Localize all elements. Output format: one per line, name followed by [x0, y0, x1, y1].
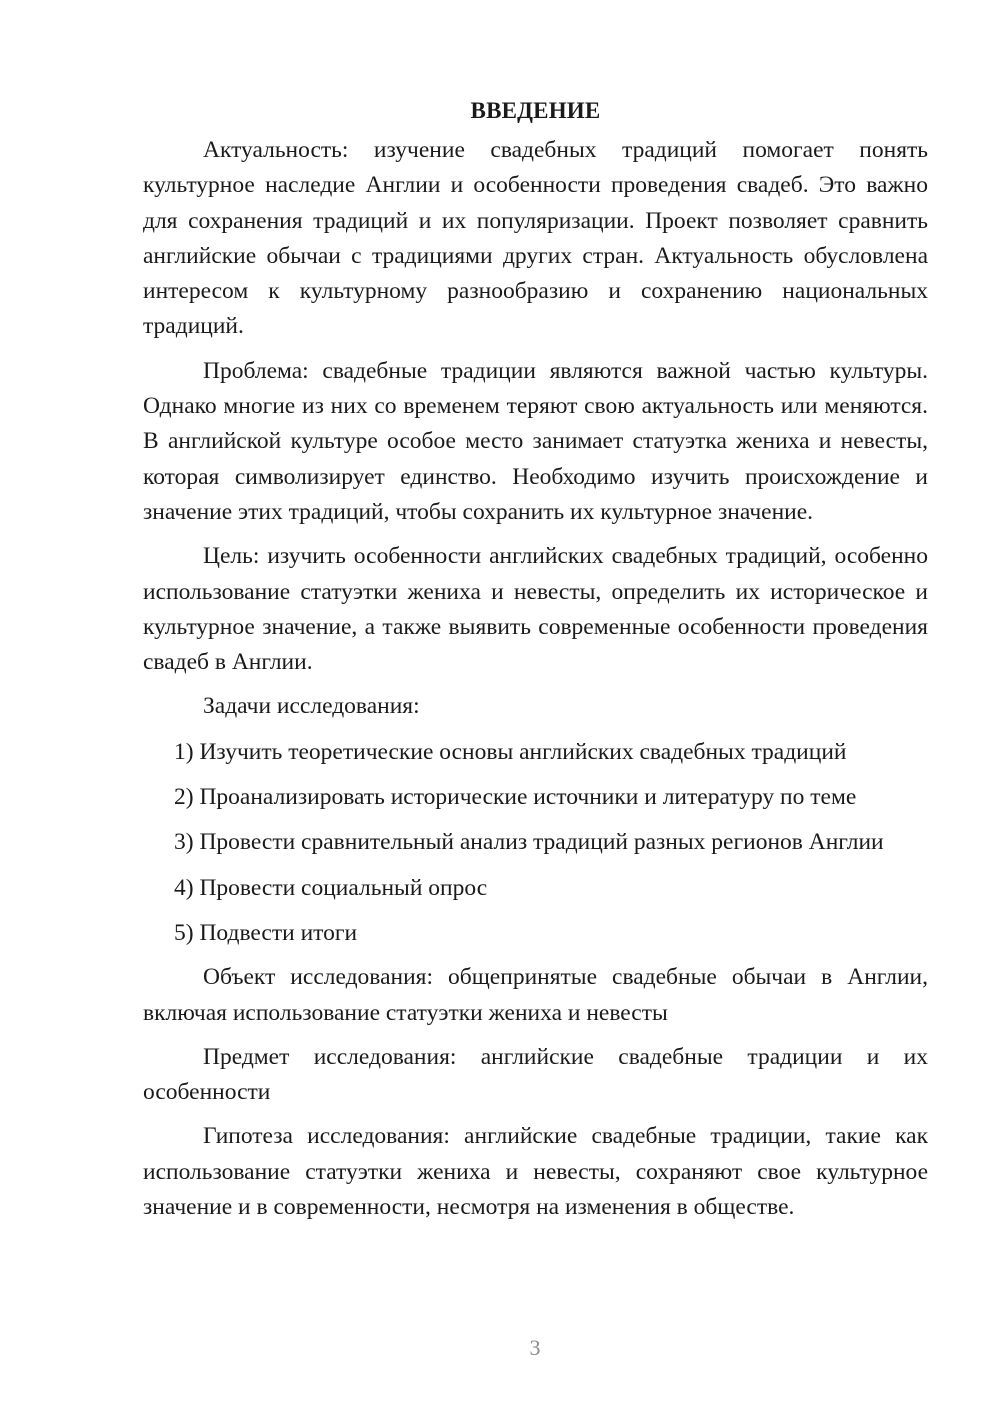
paragraph-object: Объект исследования: общепринятые свадебные обычаи в Англии, включая использование статуэтки жениха и невесты [143, 964, 928, 1026]
task-item-4: 4) Провести социальный опрос [174, 874, 488, 901]
paragraph-goal: Цель: изучить особенности английских свадебных традиций, особенно использование статуэтки жениха и невесты, определить их историческое и культурное значение, а также выявить современные особенности проведения свадеб в Англии. [143, 543, 928, 676]
task-item-1: 1) Изучить теоретические основы английских свадебных традиций [174, 738, 847, 765]
task-item-3: 3) Провести сравнительный анализ традиций разных регионов Англии [174, 829, 884, 856]
paragraph-hypothesis: Гипотеза исследования: английские свадебные традиции, такие как использование статуэтки жениха и невесты, сохраняют свое культурное значение и в современности, несмотря на изменения в обществе. [143, 1123, 928, 1221]
paragraph-relevance: Актуальность: изучение свадебных традиций помогает понять культурное наследие Англии и особенности проведения свадеб. Это важно для сохранения традиций и их популяризации. Проект позволяет сравнить английские обычаи с традициями других стран. Актуальность обусловлена интересом к культурному разнообразию и сохранению национальных традиций. [143, 137, 928, 340]
paragraph-subject: Предмет исследования: английские свадебные традиции и их особенности [143, 1043, 928, 1106]
task-item-5: 5) Подвести итоги [174, 919, 358, 946]
task-item-2: 2) Проанализировать исторические источники и литературу по теме [174, 784, 857, 811]
tasks-list [143, 735, 928, 951]
page-content [143, 96, 928, 1225]
page-number: 3 [529, 1335, 541, 1360]
page-heading: ВВЕДЕНИЕ [470, 98, 601, 123]
tasks-title: Задачи исследования: [203, 693, 420, 720]
paragraph-problem: Проблема: свадебные традиции являются важной частью культуры. Однако многие из них со временем теряют свою актуальность или меняются. В английской культуре особое место занимает статуэтка жениха и невесты, которая символизирует единство. Необходимо изучить происхождение и значение этих традиций, чтобы сохранить их культурное значение. [143, 357, 928, 525]
